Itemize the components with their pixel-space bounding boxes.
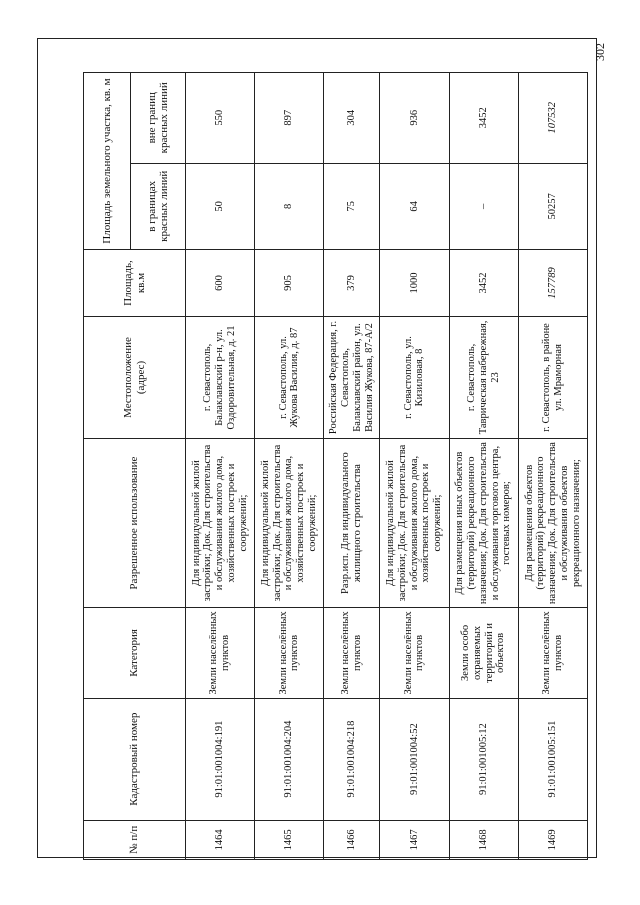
header-cadastral: Кадастровый номер	[84, 698, 186, 820]
table-header-row	[84, 73, 131, 860]
cell-outside: 3452	[449, 73, 518, 164]
table-row	[255, 73, 324, 860]
header-use: Разрешенное использование	[84, 438, 186, 607]
header-outside: вне границ красных линий	[131, 73, 186, 164]
cell-category: Земли населённых пунктов	[255, 608, 324, 699]
cell-cadastral: 91:01:001004:191	[186, 698, 255, 820]
cell-use: Для индивидуальной жилой застройки; Док. Для строительства и обслуживания жилого дома, хозяйственных построек и сооружений;	[186, 438, 255, 607]
cell-cadastral: 91:01:001005:151	[518, 698, 587, 820]
cell-outside: 897	[255, 73, 324, 164]
cell-area: 600	[186, 250, 255, 317]
header-plot-area: Площадь земельного участка, кв. м	[84, 73, 131, 250]
cell-cadastral: 91:01:001004:204	[255, 698, 324, 820]
cell-category: Земли населённых пунктов	[380, 608, 449, 699]
cell-num: 1466	[324, 820, 380, 859]
cell-num: 1464	[186, 820, 255, 859]
cell-location: г. Севастополь, ул. Кизиловая, 8	[380, 316, 449, 438]
cell-area: 379	[324, 250, 380, 317]
header-within: в границах красных линий	[131, 163, 186, 250]
cell-category: Земли особо охраняемых территорий и объектов	[449, 608, 518, 699]
cell-num: 1465	[255, 820, 324, 859]
header-category: Категория	[84, 608, 186, 699]
cell-area: 1000	[380, 250, 449, 317]
cell-num: 1469	[518, 820, 587, 859]
cell-area: 905	[255, 250, 324, 317]
cell-area: 3452	[449, 250, 518, 317]
cell-location: Российская Федерация, г. Севастополь, Балаклавский район, ул. Василия Жукова, 87-А/2	[324, 316, 380, 438]
table-row	[324, 73, 380, 860]
table-row	[518, 73, 587, 860]
land-plot-table	[83, 72, 588, 860]
cell-within: 8	[255, 163, 324, 250]
cell-within: –	[449, 163, 518, 250]
cell-outside: 107532	[518, 73, 587, 164]
cell-use: Разр.исп. Для индивидуального жилищного строительства	[324, 438, 380, 607]
cell-location: г. Севастополь, ул. Жукова Василия, д. 87	[255, 316, 324, 438]
header-area: Площадь, кв.м	[84, 250, 186, 317]
cell-area: 157789	[518, 250, 587, 317]
cell-cadastral: 91:01:001005:12	[449, 698, 518, 820]
cell-use: Для размещения объектов (территорий) рекреационного назначения; Док. Для строительства и обслуживания объектов рекреационного назначения;	[518, 438, 587, 607]
cell-category: Земли населённых пунктов	[324, 608, 380, 699]
cell-location: г. Севастополь, Балаклавский р-н, ул. Оздоровительная, д. 21	[186, 316, 255, 438]
table-row	[186, 73, 255, 860]
header-location: Местоположение (адрес)	[84, 316, 186, 438]
cell-within: 64	[380, 163, 449, 250]
table-row	[449, 73, 518, 860]
cell-use: Для размещения иных объектов (территорий) рекреационного назначения; Док. Для строительства и обслуживания торгового центра, гостевых номеров;	[449, 438, 518, 607]
header-num: № п/п	[84, 820, 186, 859]
cell-use: Для индивидуальной жилой застройки; Док. Для строительства и обслуживания жилого дома, хозяйственных построек и сооружений;	[380, 438, 449, 607]
cell-category: Земли населённых пунктов	[186, 608, 255, 699]
cell-cadastral: 91:01:001004:52	[380, 698, 449, 820]
cell-within: 75	[324, 163, 380, 250]
cell-category: Земли населённых пунктов	[518, 608, 587, 699]
cell-outside: 304	[324, 73, 380, 164]
cell-outside: 550	[186, 73, 255, 164]
cell-within: 50	[186, 163, 255, 250]
cell-use: Для индивидуальной жилой застройки; Док. Для строительства и обслуживания жилого дома, хозяйственных построек и сооружений;	[255, 438, 324, 607]
rotated-table-container	[83, 72, 588, 860]
cell-num: 1468	[449, 820, 518, 859]
cell-within: 50257	[518, 163, 587, 250]
page-number: 302	[593, 43, 607, 61]
cell-location: г. Севастополь, в районе ул. Мраморная	[518, 316, 587, 438]
cell-outside: 936	[380, 73, 449, 164]
cell-num: 1467	[380, 820, 449, 859]
cell-location: г. Севастополь, Таврическая набережная, 23	[449, 316, 518, 438]
table-row	[380, 73, 449, 860]
cell-cadastral: 91:01:001004:218	[324, 698, 380, 820]
